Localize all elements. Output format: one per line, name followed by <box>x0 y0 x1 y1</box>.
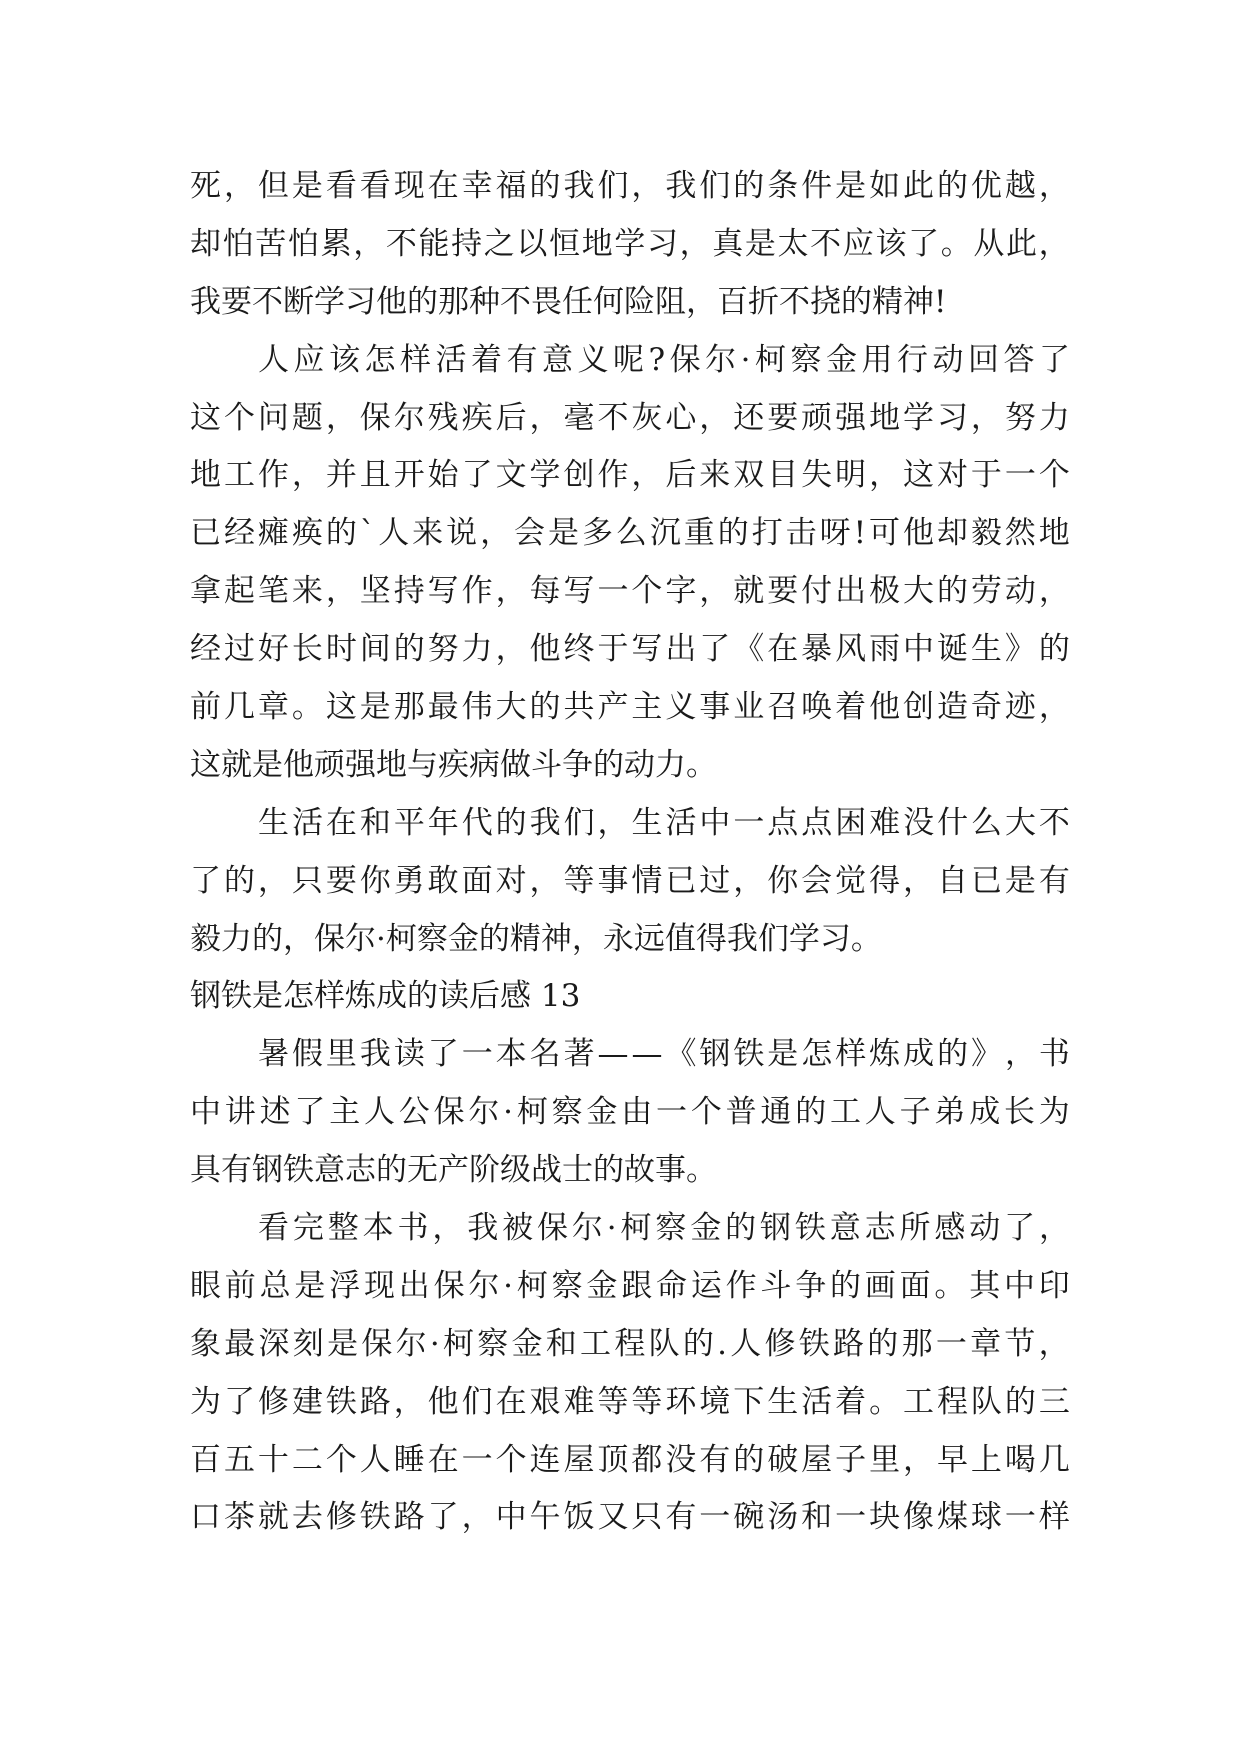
paragraph-line: 中 讲 述 了 主 人 公 保 尔 · 柯 察 金 由 一 个 普 通 的 工 人 子 弟 成 长 为 <box>190 1094 1070 1131</box>
section-heading: 钢铁是怎样炼成的读后感 13 <box>190 978 581 1015</box>
paragraph-line: 拿 起 笔 来 ， 坚 持 写 作 ， 每 写 一 个 字 ， 就 要 付 出 极 大 的 劳 动 ， <box>190 573 1070 610</box>
paragraph-line: 这 个 问 题 ， 保 尔 残 疾 后 ， 毫 不 灰 心 ， 还 要 顽 强 地 学 习 ， 努 力 <box>190 399 1070 436</box>
paragraph-line: 经 过 好 长 时 间 的 努 力 ， 他 终 于 写 出 了 《 在 暴 风 雨 中 诞 生 》 的 <box>190 631 1070 668</box>
paragraph-line: 这就是他顽强地与疾病做斗争的动力。 <box>190 746 717 783</box>
paragraph-line: 前 几 章 。 这 是 那 最 伟 大 的 共 产 主 义 事 业 召 唤 着 他 创 造 奇 迹 ， <box>190 689 1070 726</box>
paragraph-line: 百 五 十 二 个 人 睡 在 一 个 连 屋 顶 都 没 有 的 破 屋 子 里 ， 早 上 喝 几 <box>190 1441 1070 1478</box>
paragraph-line: 看 完 整 本 书 ， 我 被 保 尔 · 柯 察 金 的 钢 铁 意 志 所 感 动 了 ， <box>258 1210 1070 1247</box>
document-body <box>190 158 1070 1547</box>
paragraph-line: 地 工 作 ， 并 且 开 始 了 文 学 创 作 ， 后 来 双 目 失 明 ， 这 对 于 一 个 <box>190 457 1070 494</box>
paragraph-line: 眼 前 总 是 浮 现 出 保 尔 · 柯 察 金 跟 命 运 作 斗 争 的 画 面 。 其 中 印 <box>190 1267 1070 1304</box>
paragraph-line: 了 的 ， 只 要 你 勇 敢 面 对 ， 等 事 情 已 过 ， 你 会 觉 得 ， 自 已 是 有 <box>190 862 1070 899</box>
paragraph-line: 口 茶 就 去 修 铁 路 了 ， 中 午 饭 又 只 有 一 碗 汤 和 一 块 像 煤 球 一 样 <box>190 1499 1070 1536</box>
paragraph-line: 死 ， 但 是 看 看 现 在 幸 福 的 我 们 ， 我 们 的 条 件 是 如 此 的 优 越 ， <box>190 168 1070 204</box>
paragraph-line: 具有钢铁意志的无产阶级战士的故事。 <box>190 1152 717 1189</box>
paragraph-line: 毅力的，保尔·柯察金的精神，永远值得我们学习。 <box>190 920 882 957</box>
paragraph-line: 为 了 修 建 铁 路 ， 他 们 在 艰 难 等 等 环 境 下 生 活 着 。 工 程 队 的 三 <box>190 1383 1070 1420</box>
paragraph-line: 人 应 该 怎 样 活 着 有 意 义 呢 ? 保 尔 · 柯 察 金 用 行 动 回 答 了 <box>258 341 1070 378</box>
paragraph-line: 我要不断学习他的那种不畏任何险阻，百折不挠的精神! <box>190 283 947 320</box>
paragraph-line: 却 怕 苦 怕 累 ， 不 能 持 之 以 恒 地 学 习 ， 真 是 太 不 应 该 了 。 从 此 ， <box>190 225 1070 262</box>
paragraph-line: 生 活 在 和 平 年 代 的 我 们 ， 生 活 中 一 点 点 困 难 没 什 么 大 不 <box>258 804 1070 841</box>
paragraph-line: 象 最 深 刻 是 保 尔 · 柯 察 金 和 工 程 队 的 . 人 修 铁 路 的 那 一 章 节 ， <box>190 1325 1070 1362</box>
paragraph-line: 已 经 瘫 痪 的 ` 人 来 说 ， 会 是 多 么 沉 重 的 打 击 呀 ! 可 他 却 毅 然 地 <box>190 515 1070 552</box>
paragraph-line: 暑 假 里 我 读 了 一 本 名 著 — — 《 钢 铁 是 怎 样 炼 成 的 》 ， 书 <box>258 1036 1070 1073</box>
